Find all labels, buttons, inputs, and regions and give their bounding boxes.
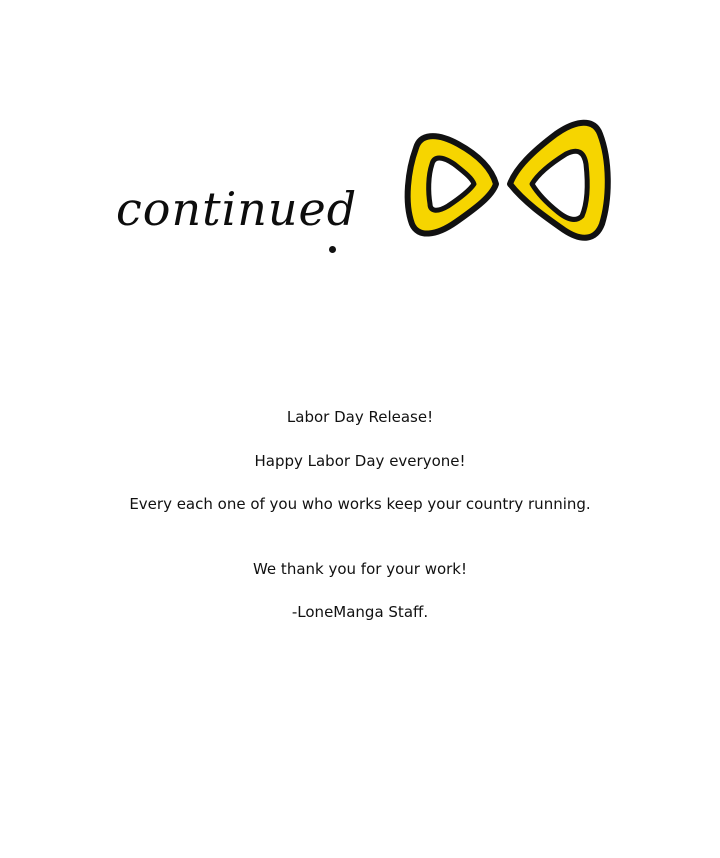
appreciation-line: Every each one of you who works keep your country running. (129, 495, 591, 513)
greeting-line: Happy Labor Day everyone! (254, 452, 466, 470)
continued-period (329, 246, 336, 253)
thanks-line: We thank you for your work! (252, 560, 468, 578)
yellow-bow-icon (398, 112, 612, 252)
staff-signature: -LoneManga Staff. (291, 603, 429, 621)
continued-text: continued (116, 182, 358, 236)
release-heading: Labor Day Release! (286, 408, 434, 426)
